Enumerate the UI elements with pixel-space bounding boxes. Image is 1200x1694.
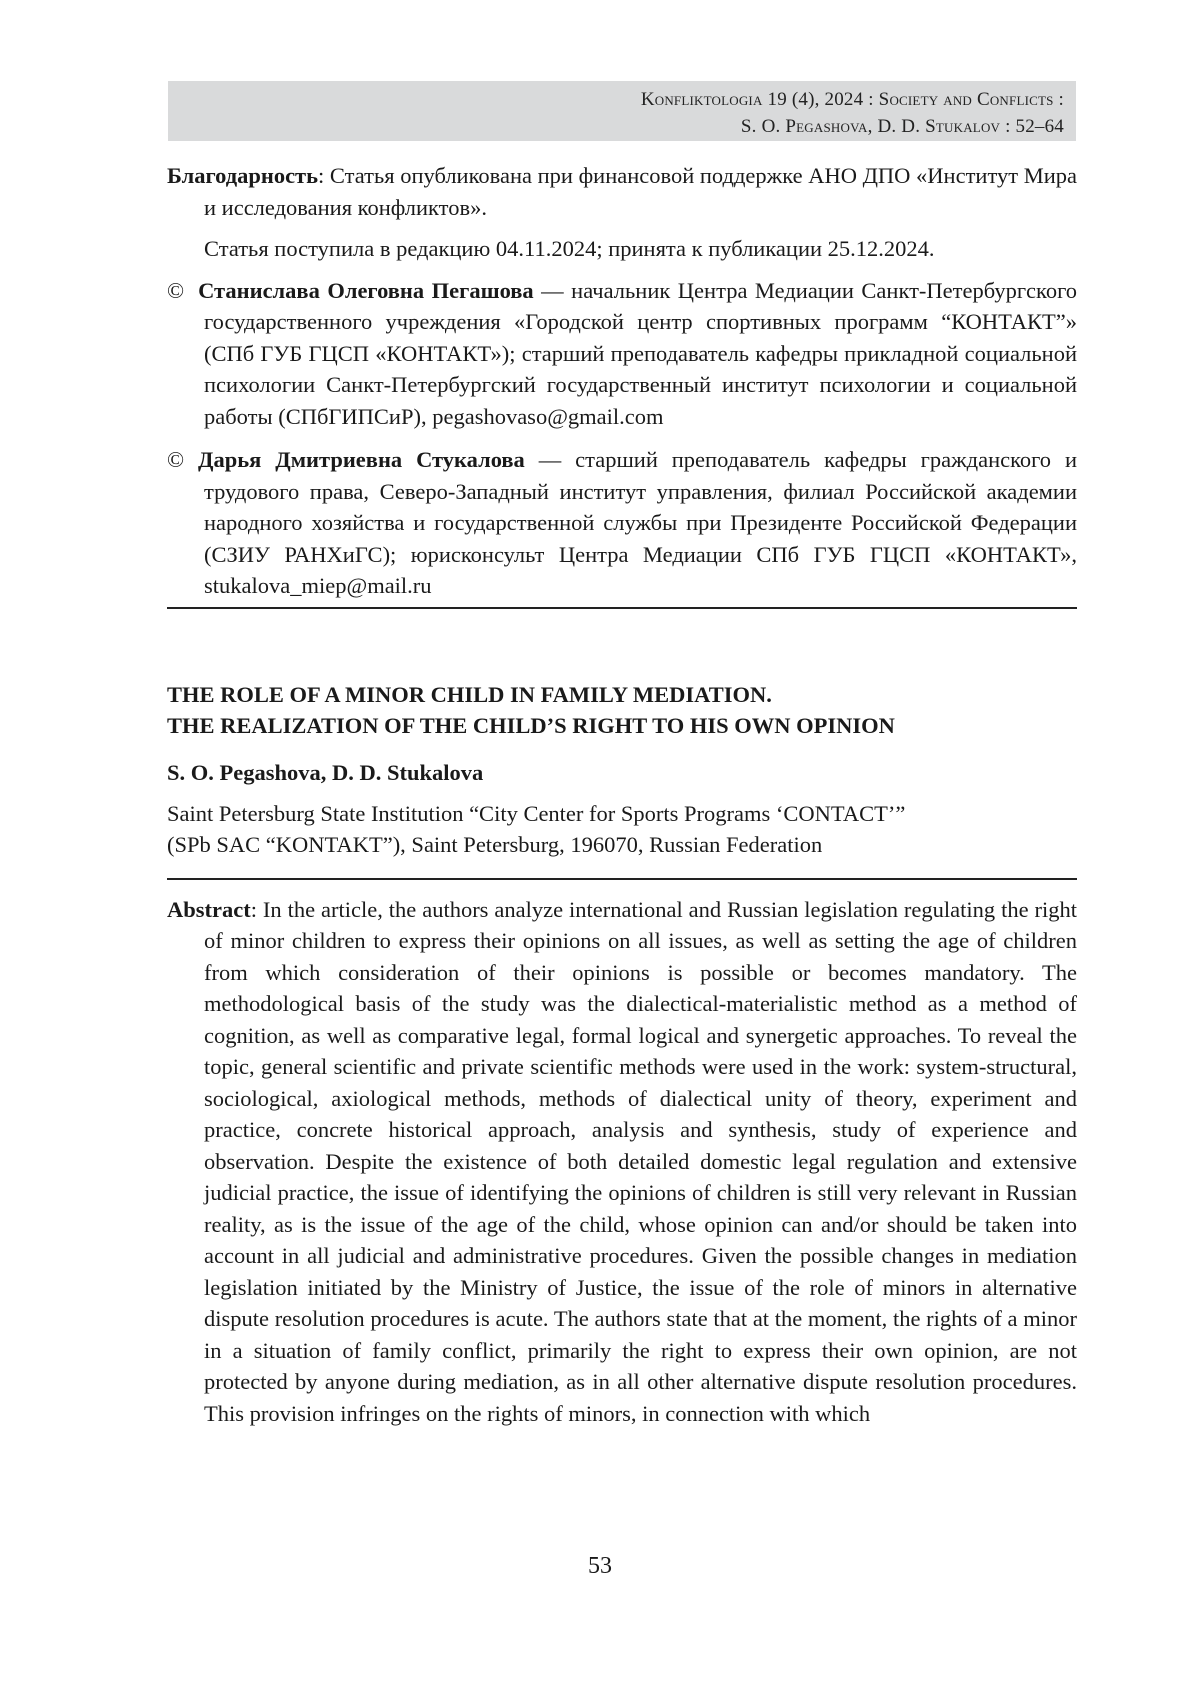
abstract-label: Abstract: [167, 896, 251, 922]
abstract-text: : In the article, the authors analyze international and Russian legislation regulating the right of minor children to express their opinions on all issues, as well as setting the age of children from which consideration of their opinions is possible or becomes mandatory. The methodological basis of the study was the dialectical-materialistic method as a method of cognition, as well as comparative legal, formal logical and synergetic approaches. To reveal the topic, general scientific and private scientific methods were used in the work: system-structural, sociological, axiological methods, methods of dialectical unity of theory, experiment and practice, concrete historical approach, analysis and synthesis, study of experience and observation. Despite the existence of both detailed domestic legal regulation and extensive judicial practice, the issue of identifying the opinions of children is still very relevant in Russian reality, as is the issue of the age of the child, whose opinion can and/or should be taken into account in all judicial and administrative procedures. Given the possible changes in mediation legislation initiated by the Ministry of Justice, the issue of the role of minors in alternative dispute resolution procedures is acute. The authors state that at the moment, the rights of a minor in a situation of family conflict, primarily the right to express their own opinion, are not protected by anyone during mediation, as in all other alternative dispute resolution procedures. This provision infringes on the rights of minors, in connection with which: [204, 896, 1077, 1426]
article-title-line-1: THE ROLE OF A MINOR CHILD IN FAMILY MEDIATION.: [167, 681, 772, 707]
abstract: [167, 894, 1077, 1430]
author-name-1: Станислава Олеговна Пегашова: [198, 277, 534, 303]
running-header-authors: S. O. Pegashova, D. D. Stukalov : 52–64: [740, 116, 1064, 137]
author-bio-2: — старший преподаватель кафедры гражданского и трудового права, Северо-Западный институт управления, филиал Российской академии народного хозяйства и государственной службы при Президенте Российской Федерации (СЗИУ РАНХиГС); юрисконсульт Центра Медиации СПб ГУБ ГЦСП «КОНТАКТ», stukalova_miep@mail.ru: [204, 447, 1078, 598]
author-name-2: Дарья Дмитриевна Стукалова: [198, 447, 525, 472]
author-info-2: [167, 444, 1077, 602]
affiliation-line-2: (SPb SAC “KONTAKT”), Saint Petersburg, 196070, Russian Federation: [167, 831, 823, 857]
article-authors: S. O. Pegashova, D. D. Stukalova: [167, 759, 484, 785]
page-number: 53: [588, 1553, 612, 1579]
author-bio-1: — начальник Центра Медиации Санкт-Петербургского государственного учреждения «Городской центр спортивных программ “КОНТАКТ”» (СПб ГУБ ГЦСП «КОНТАКТ»); старший преподаватель кафедры прикладной социальной психологии Санкт-Петербургский государственный институт психологии и социальной работы (СПбГИПСиР), pegashovaso@gmail.com: [204, 277, 1077, 429]
received-dates: Статья поступила в редакцию 04.11.2024; принята к публикации 25.12.2024.: [204, 236, 935, 261]
page-content: [167, 160, 1077, 1429]
acknowledgment-label: Благодарность: [167, 163, 319, 188]
acknowledgment: [167, 160, 1077, 223]
section-divider: [167, 607, 1077, 609]
copyright-symbol: ©: [167, 447, 185, 472]
affiliation-line-1: Saint Petersburg State Institution “City Center for Sports Programs ‘CONTACT’”: [167, 800, 906, 826]
copyright-symbol: ©: [167, 277, 185, 303]
author-info-1: [167, 275, 1077, 433]
article-title: [167, 679, 1077, 741]
acknowledgment-text: : Статья опубликована при финансовой поддержке АНО ДПО «Институт Мира и исследования конфликтов».: [204, 163, 1077, 220]
abstract-divider: [167, 878, 1077, 880]
running-header-journal: Konfliktologia 19 (4), 2024 : Society and Conflicts :: [640, 89, 1064, 110]
running-header: [168, 81, 1076, 141]
article-affiliation: [167, 798, 1077, 860]
article-title-line-2: THE REALIZATION OF THE CHILD’S RIGHT TO HIS OWN OPINION: [167, 712, 895, 738]
